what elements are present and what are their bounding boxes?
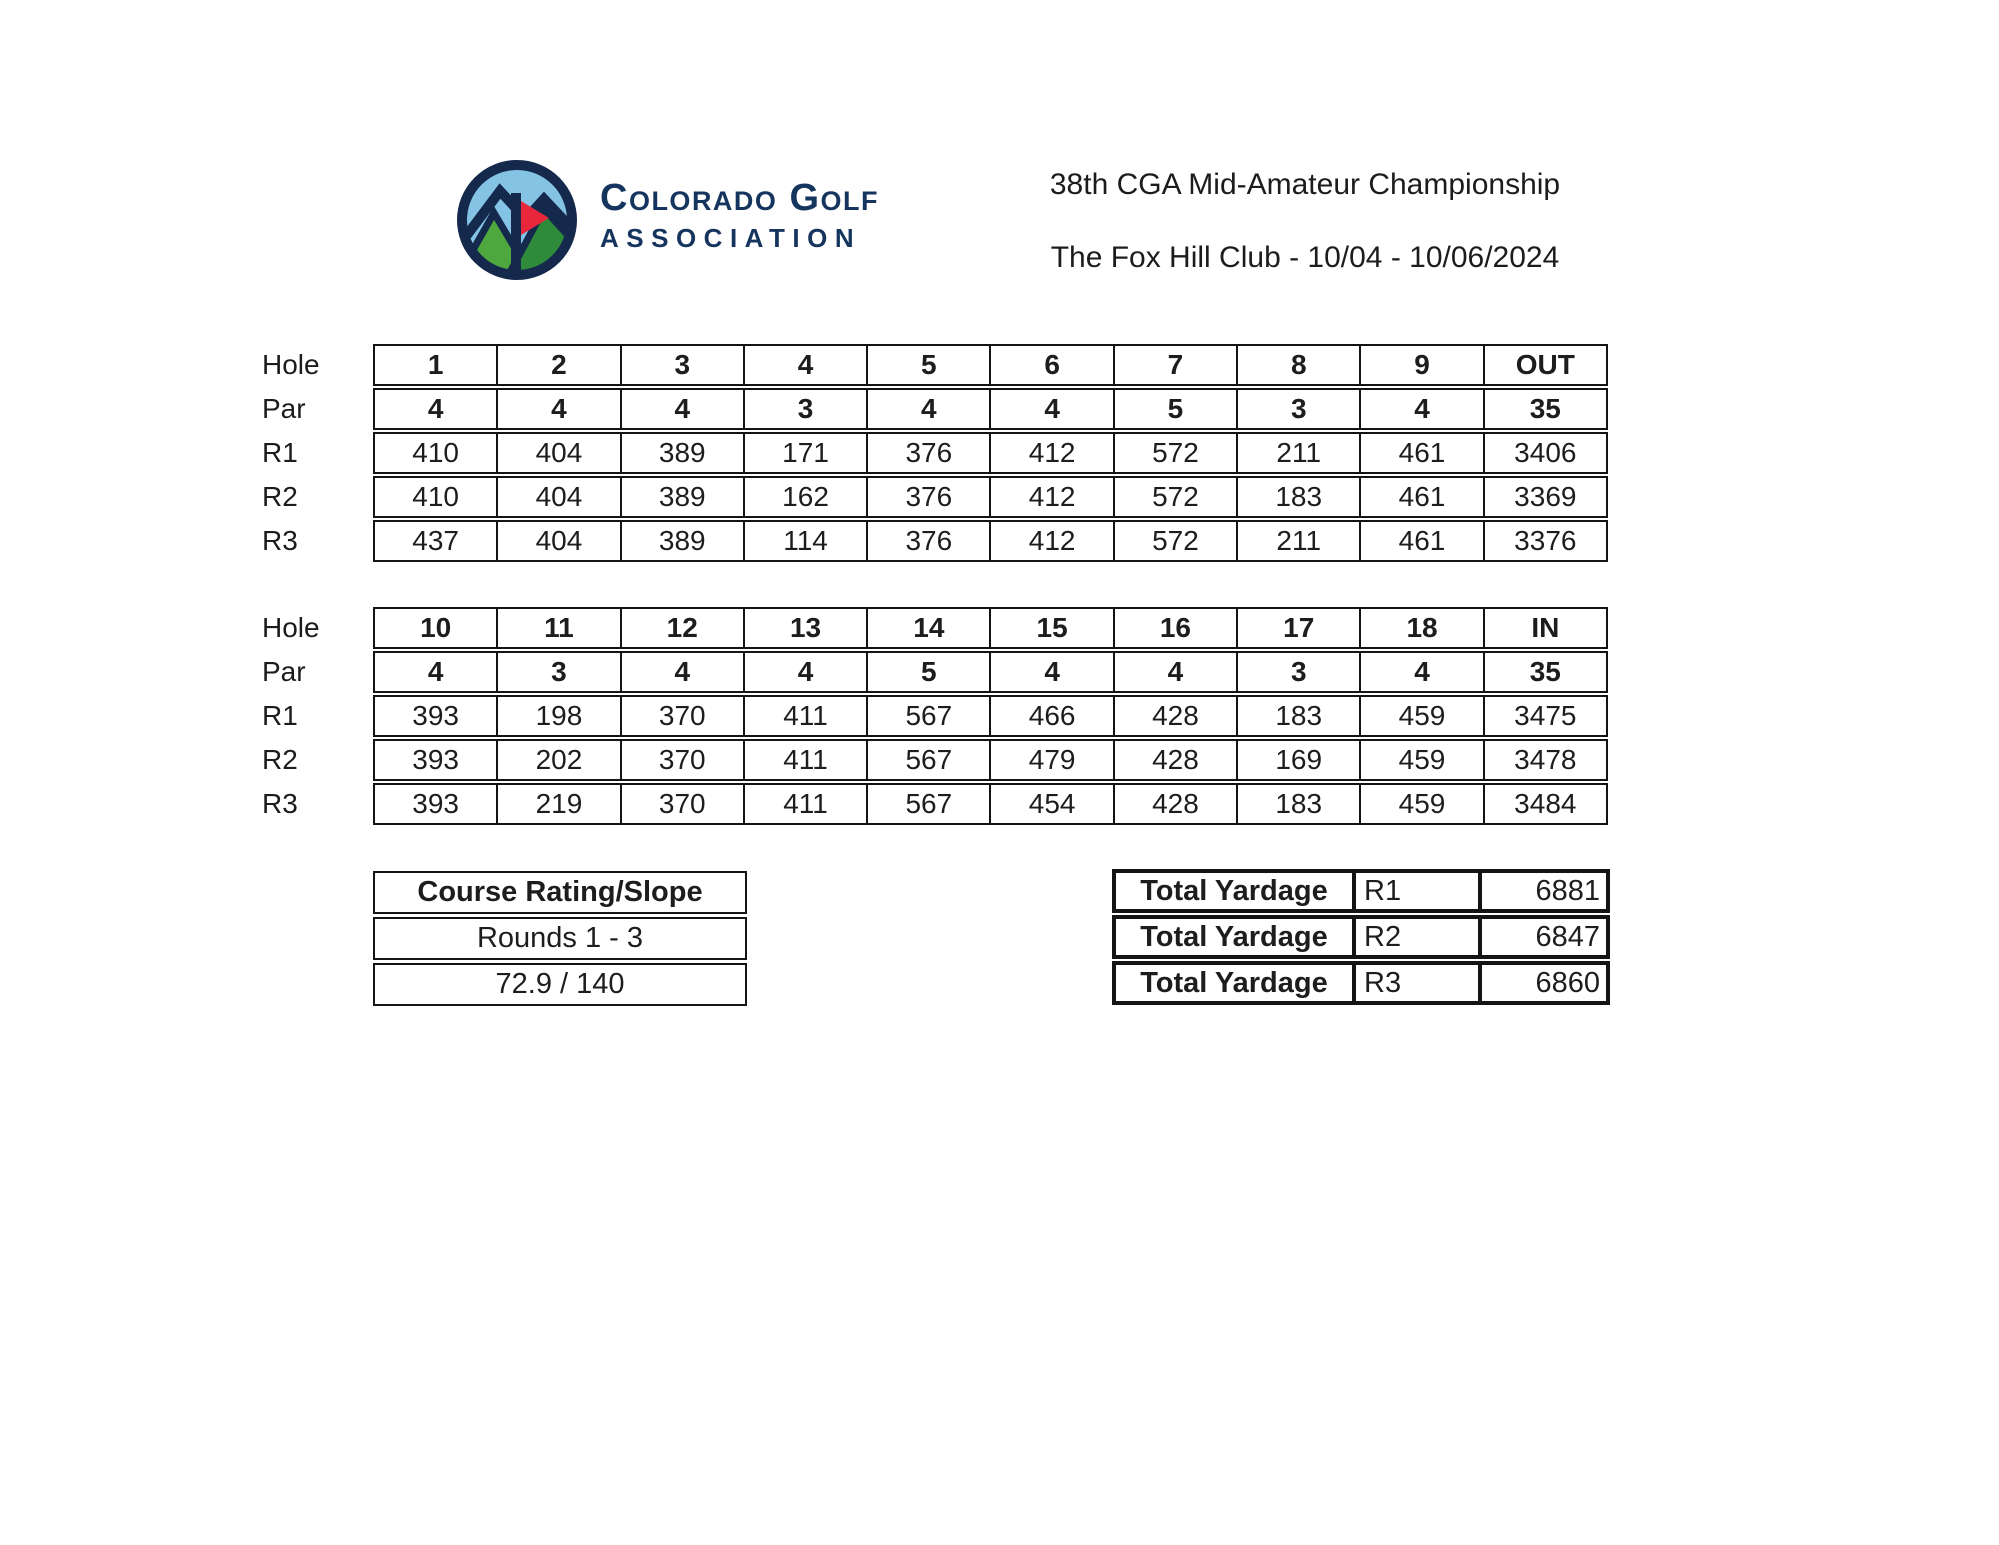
r2-yardage-cell: 411 bbox=[743, 741, 866, 779]
total-yardage-label: Total Yardage bbox=[1116, 919, 1356, 955]
par-cell: 4 bbox=[989, 390, 1112, 428]
r1-yardage-cell: 410 bbox=[412, 437, 459, 468]
row-label-r2: R2 bbox=[262, 744, 298, 775]
front-r2-row bbox=[373, 476, 1608, 518]
r3-yardage-cell: 459 bbox=[1359, 785, 1482, 823]
r2-yardage-cell: 162 bbox=[743, 478, 866, 516]
r2-yardage-cell: 479 bbox=[989, 741, 1112, 779]
r1-yardage-cell: 567 bbox=[866, 697, 989, 735]
row-label-par: Par bbox=[262, 656, 306, 687]
r3-yardage-cell: 454 bbox=[989, 785, 1112, 823]
par-cell: 4 bbox=[1113, 653, 1236, 691]
hole-cell: 10 bbox=[420, 612, 452, 643]
r2-yardage-cell: 412 bbox=[989, 478, 1112, 516]
r2-in-total-cell: 3478 bbox=[1483, 741, 1606, 779]
course-rating-value: 72.9 / 140 bbox=[373, 963, 747, 1006]
total-yardage-row-r2 bbox=[1112, 915, 1610, 959]
r3-yardage-cell: 404 bbox=[496, 522, 619, 560]
row-label-r3: R3 bbox=[262, 788, 298, 819]
front-hole-row bbox=[373, 344, 1608, 386]
total-yardage-value-r1: 6881 bbox=[1535, 874, 1600, 907]
event-venue-dates: The Fox Hill Club - 10/04 - 10/06/2024 bbox=[1050, 241, 1560, 274]
r1-yardage-cell: 404 bbox=[496, 434, 619, 472]
back-nine-table bbox=[373, 607, 1608, 827]
hole-cell: 12 bbox=[620, 609, 743, 647]
r2-yardage-cell: 376 bbox=[866, 478, 989, 516]
r3-yardage-cell: 411 bbox=[743, 785, 866, 823]
front-nine-table bbox=[373, 344, 1608, 564]
r3-in-total-cell: 3484 bbox=[1483, 785, 1606, 823]
course-rating-box bbox=[373, 871, 747, 1009]
r2-yardage-cell: 169 bbox=[1236, 741, 1359, 779]
hole-cell: 6 bbox=[989, 346, 1112, 384]
out-total-cell: OUT bbox=[1483, 346, 1606, 384]
r2-yardage-cell: 183 bbox=[1236, 478, 1359, 516]
par-cell: 3 bbox=[496, 653, 619, 691]
event-title: 38th CGA Mid-Amateur Championship bbox=[1049, 168, 1561, 201]
row-label-r1: R1 bbox=[262, 700, 298, 731]
par-cell: 3 bbox=[1236, 653, 1359, 691]
cga-logo bbox=[452, 154, 879, 286]
hole-cell: 3 bbox=[620, 346, 743, 384]
hole-cell: 5 bbox=[866, 346, 989, 384]
back-hole-row bbox=[373, 607, 1608, 649]
r1-in-total-cell: 3475 bbox=[1483, 697, 1606, 735]
hole-cell: 2 bbox=[496, 346, 619, 384]
hole-cell: 13 bbox=[743, 609, 866, 647]
r3-yardage-cell: 412 bbox=[989, 522, 1112, 560]
r1-out-total-cell: 3406 bbox=[1483, 434, 1606, 472]
r1-yardage-cell: 370 bbox=[620, 697, 743, 735]
r3-yardage-cell: 219 bbox=[496, 785, 619, 823]
cga-logo-text bbox=[600, 154, 879, 254]
par-cell: 4 bbox=[427, 656, 444, 687]
r1-yardage-cell: 198 bbox=[496, 697, 619, 735]
r2-yardage-cell: 459 bbox=[1359, 741, 1482, 779]
r2-yardage-cell: 393 bbox=[412, 744, 459, 775]
round-label-r1: R1 bbox=[1356, 873, 1482, 909]
total-yardage-label: Total Yardage bbox=[1116, 965, 1356, 1001]
r3-yardage-cell: 428 bbox=[1113, 785, 1236, 823]
front-r1-row bbox=[373, 432, 1608, 474]
par-cell: 3 bbox=[1236, 390, 1359, 428]
hole-cell: 14 bbox=[866, 609, 989, 647]
hole-cell: 9 bbox=[1359, 346, 1482, 384]
r1-yardage-cell: 412 bbox=[989, 434, 1112, 472]
par-cell: 4 bbox=[496, 390, 619, 428]
r3-out-total-cell: 3376 bbox=[1483, 522, 1606, 560]
back-r1-row bbox=[373, 695, 1608, 737]
back-nine-row-labels bbox=[262, 607, 320, 827]
r3-yardage-cell: 393 bbox=[412, 788, 459, 819]
r1-yardage-cell: 411 bbox=[743, 697, 866, 735]
r2-yardage-cell: 202 bbox=[496, 741, 619, 779]
r3-yardage-cell: 376 bbox=[866, 522, 989, 560]
r1-yardage-cell: 459 bbox=[1359, 697, 1482, 735]
hole-cell: 11 bbox=[496, 609, 619, 647]
total-yardage-value-r3: 6860 bbox=[1535, 966, 1600, 999]
in-total-cell: IN bbox=[1483, 609, 1606, 647]
par-in-cell: 35 bbox=[1483, 653, 1606, 691]
par-cell: 5 bbox=[1113, 390, 1236, 428]
row-label-r1: R1 bbox=[262, 437, 298, 468]
r1-yardage-cell: 466 bbox=[989, 697, 1112, 735]
r3-yardage-cell: 567 bbox=[866, 785, 989, 823]
total-yardage-value-r2: 6847 bbox=[1535, 920, 1600, 953]
total-yardage-row-r3 bbox=[1112, 961, 1610, 1005]
par-cell: 5 bbox=[866, 653, 989, 691]
r2-yardage-cell: 567 bbox=[866, 741, 989, 779]
par-cell: 4 bbox=[427, 393, 444, 424]
r3-yardage-cell: 211 bbox=[1236, 522, 1359, 560]
round-label-r2: R2 bbox=[1356, 919, 1482, 955]
r2-yardage-cell: 572 bbox=[1113, 478, 1236, 516]
course-rating-rounds: Rounds 1 - 3 bbox=[373, 917, 747, 960]
r2-yardage-cell: 404 bbox=[496, 478, 619, 516]
logo-association: ASSOCIATION bbox=[600, 222, 862, 253]
r3-yardage-cell: 389 bbox=[620, 522, 743, 560]
par-cell: 4 bbox=[1359, 390, 1482, 428]
r3-yardage-cell: 572 bbox=[1113, 522, 1236, 560]
r1-yardage-cell: 461 bbox=[1359, 434, 1482, 472]
row-label-hole: Hole bbox=[262, 612, 320, 643]
r1-yardage-cell: 428 bbox=[1113, 697, 1236, 735]
par-cell: 4 bbox=[989, 653, 1112, 691]
r2-yardage-cell: 389 bbox=[620, 478, 743, 516]
front-r3-row bbox=[373, 520, 1608, 562]
par-cell: 4 bbox=[1359, 653, 1482, 691]
par-cell: 4 bbox=[866, 390, 989, 428]
row-label-par: Par bbox=[262, 393, 306, 424]
r3-yardage-cell: 461 bbox=[1359, 522, 1482, 560]
hole-cell: 16 bbox=[1113, 609, 1236, 647]
front-nine-row-labels bbox=[262, 344, 320, 564]
total-yardage-label: Total Yardage bbox=[1116, 873, 1356, 909]
row-label-hole: Hole bbox=[262, 349, 320, 380]
r3-yardage-cell: 114 bbox=[743, 522, 866, 560]
r1-yardage-cell: 183 bbox=[1236, 697, 1359, 735]
r2-yardage-cell: 461 bbox=[1359, 478, 1482, 516]
r2-out-total-cell: 3369 bbox=[1483, 478, 1606, 516]
hole-cell: 4 bbox=[743, 346, 866, 384]
cga-logo-icon bbox=[452, 154, 582, 286]
r3-yardage-cell: 370 bbox=[620, 785, 743, 823]
par-cell: 4 bbox=[620, 653, 743, 691]
r2-yardage-cell: 410 bbox=[412, 481, 459, 512]
row-label-r2: R2 bbox=[262, 481, 298, 512]
r2-yardage-cell: 428 bbox=[1113, 741, 1236, 779]
course-rating-header: Course Rating/Slope bbox=[373, 871, 747, 914]
hole-cell: 18 bbox=[1359, 609, 1482, 647]
total-yardage-table bbox=[1112, 869, 1610, 1007]
logo-name: Colorado Golf bbox=[600, 177, 880, 219]
back-par-row bbox=[373, 651, 1608, 693]
row-label-r3: R3 bbox=[262, 525, 298, 556]
r1-yardage-cell: 389 bbox=[620, 434, 743, 472]
front-par-row bbox=[373, 388, 1608, 430]
hole-cell: 7 bbox=[1113, 346, 1236, 384]
total-yardage-row-r1 bbox=[1112, 869, 1610, 913]
r1-yardage-cell: 171 bbox=[743, 434, 866, 472]
par-cell: 3 bbox=[743, 390, 866, 428]
hole-cell: 8 bbox=[1236, 346, 1359, 384]
back-r3-row bbox=[373, 783, 1608, 825]
r3-yardage-cell: 183 bbox=[1236, 785, 1359, 823]
r1-yardage-cell: 376 bbox=[866, 434, 989, 472]
par-cell: 4 bbox=[620, 390, 743, 428]
hole-cell: 15 bbox=[989, 609, 1112, 647]
r1-yardage-cell: 211 bbox=[1236, 434, 1359, 472]
hole-cell: 17 bbox=[1236, 609, 1359, 647]
r1-yardage-cell: 572 bbox=[1113, 434, 1236, 472]
r1-yardage-cell: 393 bbox=[412, 700, 459, 731]
hole-cell: 1 bbox=[427, 349, 444, 380]
round-label-r3: R3 bbox=[1356, 965, 1482, 1001]
r2-yardage-cell: 370 bbox=[620, 741, 743, 779]
par-out-cell: 35 bbox=[1483, 390, 1606, 428]
par-cell: 4 bbox=[743, 653, 866, 691]
r3-yardage-cell: 437 bbox=[412, 525, 459, 556]
back-r2-row bbox=[373, 739, 1608, 781]
